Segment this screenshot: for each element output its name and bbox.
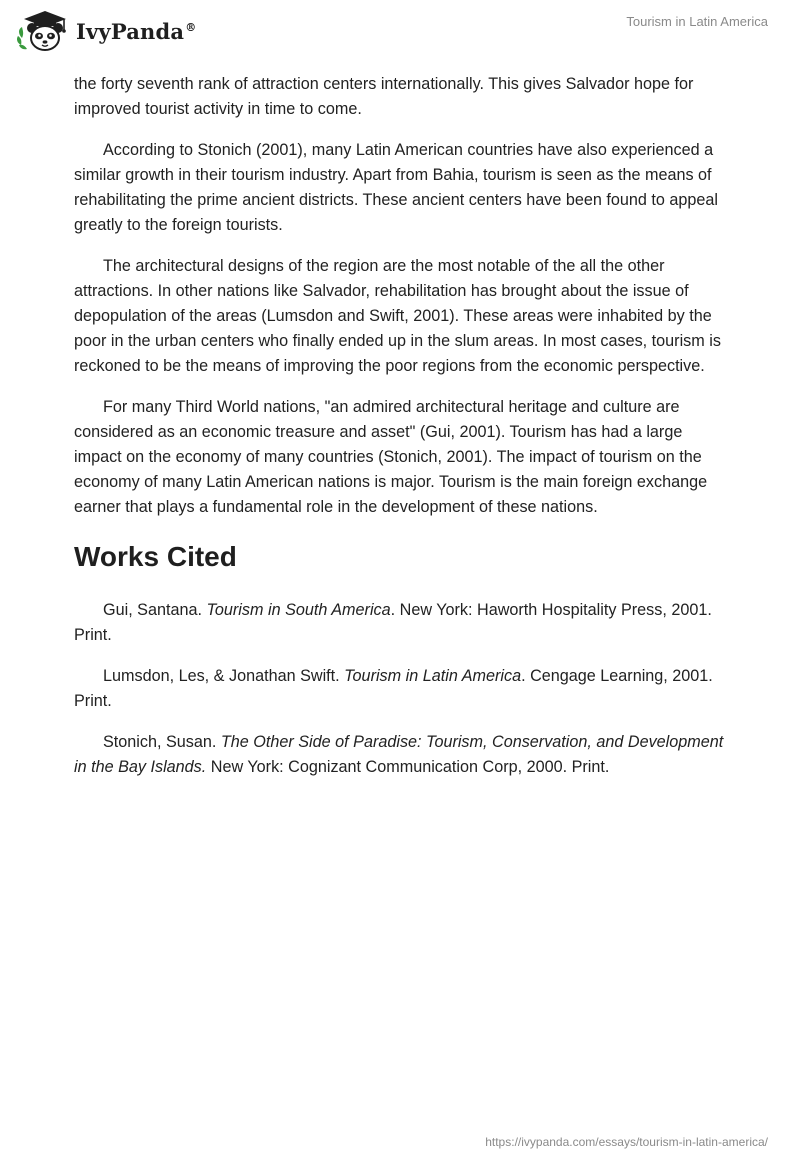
source-url[interactable]: https://ivypanda.com/essays/tourism-in-latin-america/	[485, 1135, 768, 1149]
citation-entry: Gui, Santana. Tourism in South America. New York: Haworth Hospitality Press, 2001. Print.	[74, 601, 712, 644]
paragraph-continuation: the forty seventh rank of attraction centers internationally. This gives Salvador hope for improved tourist activity in time to come.	[74, 75, 694, 118]
page-header	[0, 0, 800, 72]
paragraph: The architectural designs of the region are the most notable of the all the other attractions. In other nations like Salvador, rehabilitation has brought about the issue of depopulation of the areas (Lumsdon and Swift, 2001). These areas were inhabited by the poor in the urban centers who finally ended up in the slum areas. In most cases, tourism is reckoned to be the means of improving the poor regions from the economic perspective.	[74, 257, 721, 375]
brand-name: IvyPanda®	[76, 18, 197, 44]
works-cited-heading: Works Cited	[74, 541, 237, 572]
citation-entry: Lumsdon, Les, & Jonathan Swift. Tourism in Latin America. Cengage Learning, 2001. Print.	[74, 667, 713, 710]
citation-title: Tourism in Latin America	[344, 667, 522, 685]
essay-body	[74, 72, 726, 796]
citation-title: The Other Side of Paradise: Tourism, Conservation, and Development in the Bay Islands.	[74, 733, 724, 776]
citation-title: Tourism in South America	[206, 601, 391, 619]
paragraph: According to Stonich (2001), many Latin American countries have also experienced a similar growth in their tourism industry. Apart from Bahia, tourism is seen as the means of rehabilitating the prime ancient districts. These ancient centers have been found to appeal greatly to the foreign tourists.	[74, 141, 719, 234]
panda-graduate-logo-icon	[16, 8, 74, 54]
document-title: Tourism in Latin America	[626, 14, 768, 29]
ivypanda-logo[interactable]	[16, 8, 196, 54]
paragraph: For many Third World nations, "an admired architectural heritage and culture are considered as an economic treasure and asset" (Gui, 2001). Tourism has had a large impact on the economy of many countries (Stonich, 2001). The impact of tourism on the economy of many Latin American nations is major. Tourism is the main foreign exchange earner that plays a fundamental role in the development of these nations.	[74, 398, 708, 516]
citation-entry: Stonich, Susan. The Other Side of Paradise: Tourism, Conservation, and Development in the Bay Islands. New York: Cognizant Communication Corp, 2000. Print.	[74, 733, 724, 776]
